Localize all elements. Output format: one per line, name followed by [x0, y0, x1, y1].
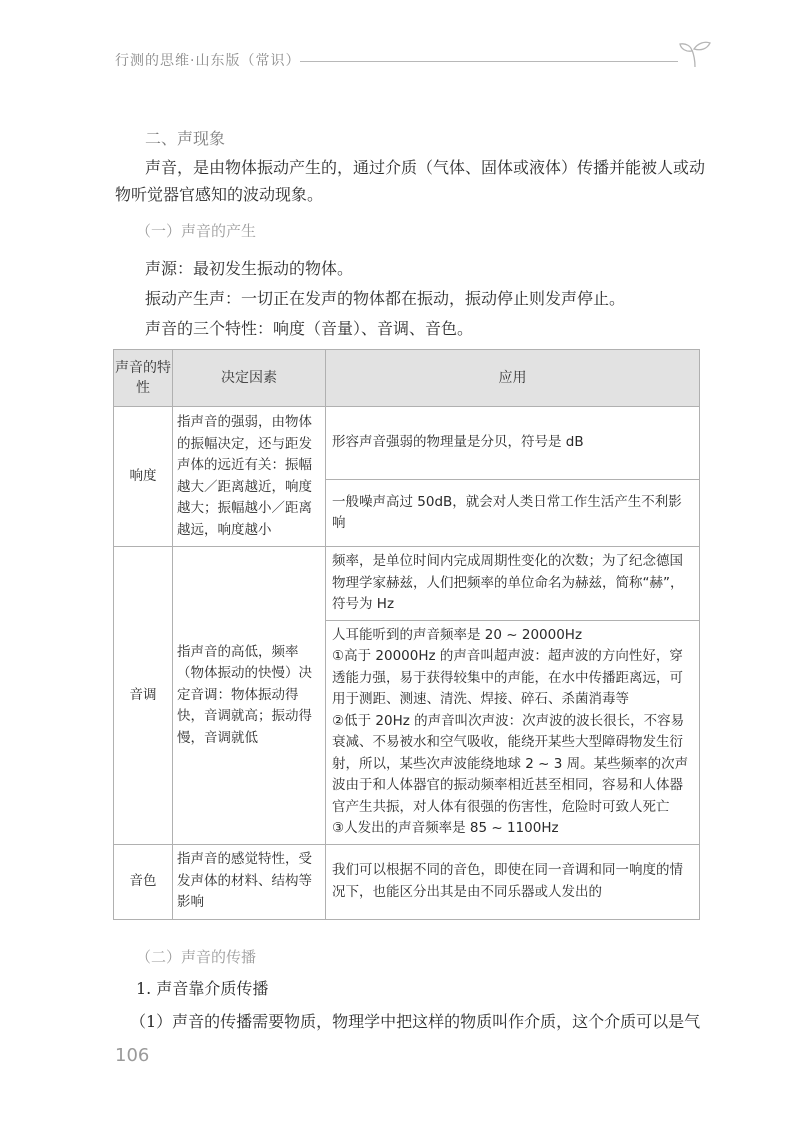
propagation-paragraph: （1）声音的传播需要物质，物理学中把这样的物质叫作介质，这个介质可以是气	[130, 1012, 701, 1031]
application-timbre: 我们可以根据不同的音色，即使在同一音调和同一响度的情况下，也能区分出其是由不同乐器或人发出的	[326, 844, 700, 919]
property-timbre: 音色	[114, 844, 173, 919]
human-voice-range: ③人发出的声音频率是 85 ~ 1100Hz	[332, 820, 559, 836]
application-frequency: 频率，是单位时间内完成周期性变化的次数；为了纪念德国物理学家赫兹，人们把频率的单位命名为赫兹，简称“赫”，符号为 Hz	[326, 547, 700, 621]
section-title: 二、声现象	[145, 129, 226, 148]
table-row-timbre	[114, 844, 700, 919]
vibration-line: 振动产生声：一切正在发声的物体都在振动，振动停止则发声停止。	[145, 289, 626, 308]
factor-pitch: 指声音的高低，频率（物体振动的快慢）决定音调：物体振动得快，音调就高；振动得慢，音调就低	[173, 547, 326, 845]
item-title-medium: 1. 声音靠介质传播	[136, 979, 269, 998]
application-frequency-ranges	[326, 620, 700, 844]
subsection-title-production: （一）声音的产生	[136, 222, 257, 240]
table-row-pitch	[114, 547, 700, 621]
header-application: 应用	[326, 350, 700, 407]
ultrasound-note: ①高于 20000Hz 的声音叫超声波：超声波的方向性好，穿透能力强，易于获得较集中的声能，在水中传播距离远，可用于测距、测速、清洗、焊接、碎石、杀菌消毒等	[332, 648, 683, 707]
application-noise: 一般噪声高过 50dB，就会对人类日常工作生活产生不利影响	[326, 480, 700, 547]
header-factor: 决定因素	[173, 350, 326, 407]
header-divider	[300, 61, 678, 62]
running-header: 行测的思维·山东版（常识）	[115, 53, 301, 69]
property-pitch: 音调	[114, 547, 173, 845]
intro-paragraph: 声音，是由物体振动产生的，通过介质（气体、固体或液体）传播并能被人或动物听觉器官感知的波动现象。	[115, 158, 706, 204]
hearing-range: 人耳能听到的声音频率是 20 ~ 20000Hz	[332, 626, 583, 643]
traits-line: 声音的三个特性：响度（音量）、音调、音色。	[145, 319, 474, 338]
table-row-loudness	[114, 407, 700, 480]
header-property: 声音的特性	[114, 350, 173, 407]
sprout-icon	[678, 40, 712, 68]
subsection-title-propagation: （二）声音的传播	[136, 948, 257, 966]
infrasound-note: ②低于 20Hz 的声音叫次声波：次声波的波长很长，不容易衰减、不易被水和空气吸收，能绕开某些大型障碍物发生衍射，所以，某些次声波能绕地球 2 ~ 3 周。某些频率的次声波由于和人体器官的振动频率相近甚至相同，容易和人体器官产生共振，对人体有很强的伤害性，危险时可致人死亡	[332, 712, 689, 815]
property-loudness: 响度	[114, 407, 173, 547]
sound-source-line: 声源：最初发生振动的物体。	[145, 259, 354, 278]
factor-timbre: 指声音的感觉特性，受发声体的材料、结构等影响	[173, 844, 326, 919]
table-header-row	[114, 350, 700, 407]
page-number: 106	[115, 1045, 150, 1066]
factor-loudness: 指声音的强弱，由物体的振幅决定，还与距发声体的远近有关：振幅越大／距离越近，响度越大；振幅越小／距离越远，响度越小	[173, 407, 326, 547]
application-decibel: 形容声音强弱的物理量是分贝，符号是 dB	[326, 407, 700, 480]
sound-properties-table	[113, 349, 700, 920]
